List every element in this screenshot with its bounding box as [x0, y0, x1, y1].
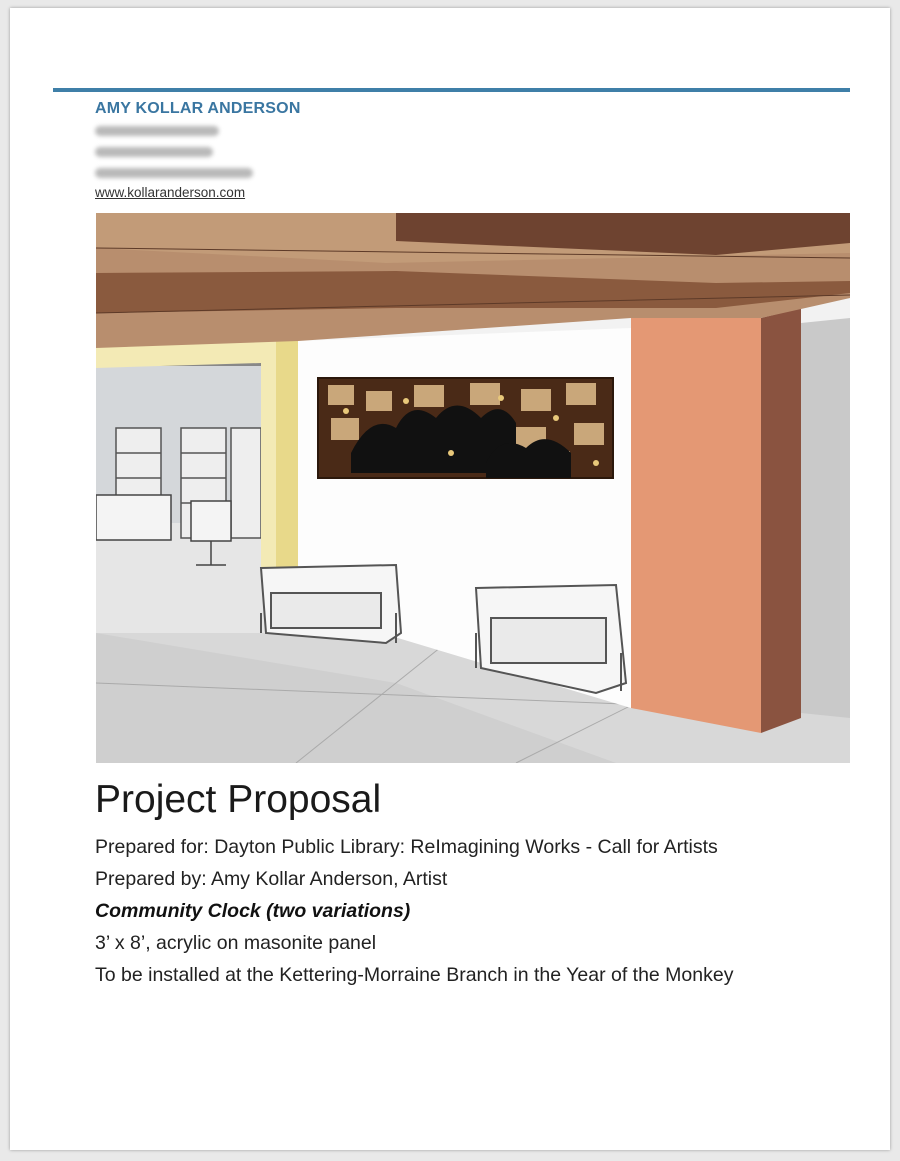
work-dimensions: 3’ x 8’, acrylic on masonite panel [95, 932, 377, 954]
interior-rendering-image [96, 213, 850, 763]
redacted-address-line-1 [95, 126, 219, 136]
redacted-email [95, 168, 253, 178]
artist-name: AMY KOLLAR ANDERSON [95, 100, 301, 117]
document-page [10, 8, 890, 1150]
redacted-address-line-2 [95, 147, 213, 157]
prepared-by: Prepared by: Amy Kollar Anderson, Artist [95, 868, 448, 890]
header-rule [53, 88, 850, 92]
work-title: Community Clock (two variations) [95, 900, 411, 922]
document-title: Project Proposal [95, 778, 382, 821]
website-link[interactable]: www.kollaranderson.com [95, 185, 246, 200]
installation-note: To be installed at the Kettering-Morraine Branch in the Year of the Monkey [95, 964, 734, 986]
prepared-for: Prepared for: Dayton Public Library: ReImagining Works - Call for Artists [95, 836, 718, 858]
